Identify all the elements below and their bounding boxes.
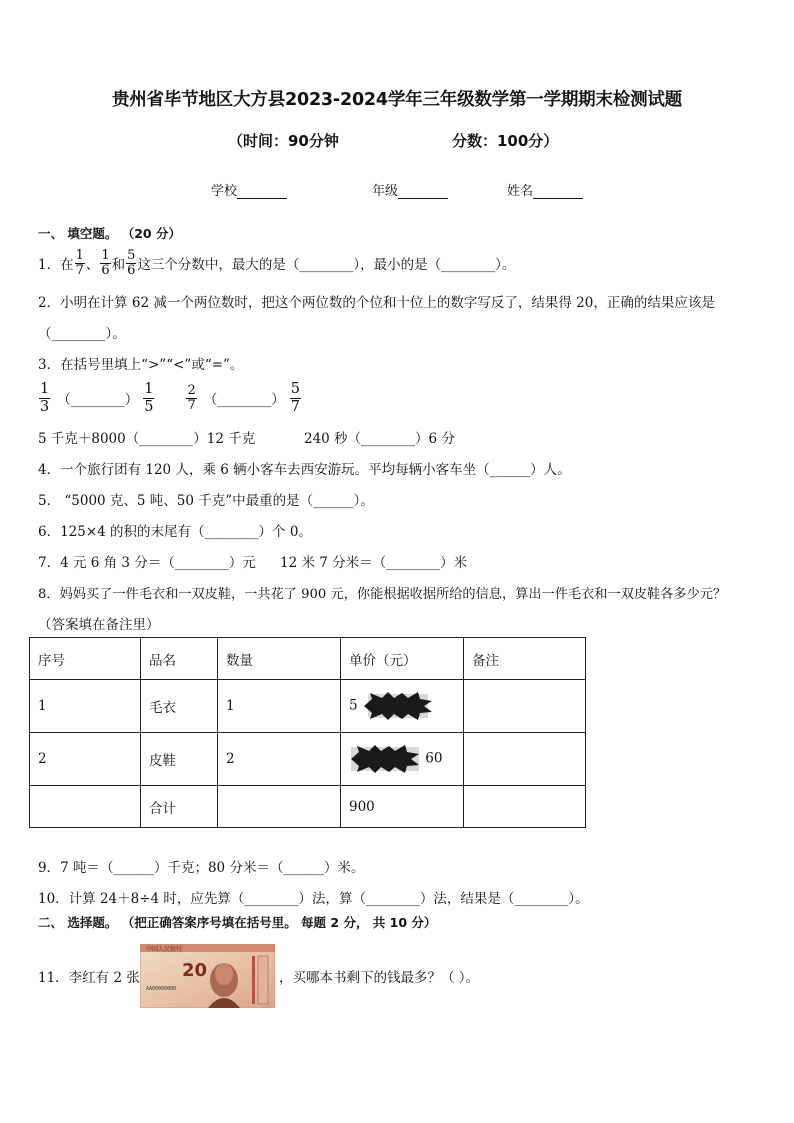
row-2-note[interactable]: [464, 733, 586, 786]
fraction-1-3: $\frac{1}{3}$: [40, 380, 50, 415]
row-3-note[interactable]: [464, 786, 586, 828]
banknote-denomination: 20: [182, 960, 208, 981]
header-qty: 数量: [218, 638, 341, 680]
question-5: 5． “5000 克、5 吨、50 千克”中最重的是（______）。: [38, 493, 374, 509]
ink-blot-icon: [349, 744, 421, 774]
school-blank[interactable]: [237, 184, 287, 199]
name-field[interactable]: [507, 180, 583, 199]
row-1-note[interactable]: [464, 680, 586, 733]
exam-time: （时间：90分钟: [228, 132, 339, 150]
ink-blot-icon: [362, 691, 434, 721]
question-8-line-2: （答案填在备注里）: [38, 617, 160, 633]
fraction-1-6: $\frac{1}{6}$: [101, 247, 110, 278]
row-3-no: [30, 786, 141, 828]
question-7b: 12 米 7 分米＝（________）米: [280, 555, 468, 571]
fraction-5-6: $\frac{5}{6}$: [127, 247, 136, 278]
row-1-price: [341, 680, 464, 733]
banknote-serial: AA00000000: [146, 986, 177, 992]
row-2-price: [341, 733, 464, 786]
question-11-suffix: ，买哪本书剩下的钱最多？（ ）。: [279, 970, 480, 986]
q1-and: 和: [111, 257, 126, 273]
school-field[interactable]: [211, 180, 287, 199]
question-8-line-1: 8．妈妈买了一件毛衣和一双皮鞋，一共花了 900 元，你能根据收据所给的信息，算出一件毛衣和一双皮鞋各多少元？: [38, 587, 727, 602]
exam-score: 分数：100分）: [452, 132, 559, 150]
q1-text: 这三个分数中，最大的是（________），最小的是（________）。: [137, 257, 516, 273]
row-1-no: 1: [30, 680, 141, 733]
question-4: 4．一个旅行团有 120 人，乘 6 辆小客车去西安游玩。平均每辆小客车坐（______）人。: [38, 462, 571, 478]
name-blank[interactable]: [533, 184, 583, 199]
question-1: [38, 243, 515, 283]
table-row: [30, 786, 586, 828]
row-3-item: 合计: [141, 786, 218, 828]
header-note: 备注: [464, 638, 586, 680]
receipt-table: [29, 637, 586, 828]
section-2-heading: 二、 选择题。 （把正确答案序号填在括号里。 每题 2 分， 共 10 分）: [38, 915, 437, 930]
section-1-heading: 一、 填空题。 （20 分）: [38, 226, 181, 241]
grade-label: 年级: [372, 184, 399, 199]
row-1-item: 毛衣: [141, 680, 218, 733]
page-title: 贵州省毕节地区大方县2023-2024学年三年级数学第一学期期末检测试题: [112, 90, 682, 110]
row-3-price: 900: [341, 786, 464, 828]
question-9: 9．7 吨＝（______）千克；80 分米＝（______）米。: [38, 860, 365, 876]
q1-prefix: 1．在: [38, 257, 74, 273]
row-3-qty: [218, 786, 341, 828]
table-row: [30, 680, 586, 733]
row-2-item: 皮鞋: [141, 733, 218, 786]
fraction-1-5: $\frac{1}{5}$: [144, 380, 154, 415]
banknote-header: 中国人民银行: [146, 946, 183, 953]
row-1-qty: 1: [218, 680, 341, 733]
grade-field[interactable]: [372, 180, 448, 199]
fraction-5-7: $\frac{5}{7}$: [290, 380, 300, 415]
name-label: 姓名: [507, 184, 534, 199]
q3-blank-b[interactable]: （________）: [203, 392, 285, 408]
q3-blank-a[interactable]: （________）: [57, 392, 139, 408]
header-no: 序号: [30, 638, 141, 680]
table-row: [30, 733, 586, 786]
header-item: 品名: [141, 638, 218, 680]
row-2-qty: 2: [218, 733, 341, 786]
fraction-2-7: $\frac{2}{7}$: [187, 382, 196, 413]
question-3-line-1: 3．在括号里填上“>”“<”或“=”。: [38, 357, 244, 373]
question-2-line-2: （________）。: [38, 326, 126, 342]
table-header-row: [30, 638, 586, 680]
question-3-row-2a: 5 千克＋8000（________）12 千克: [38, 431, 256, 447]
question-3-fractions: [38, 378, 302, 418]
question-7a: 7．4 元 6 角 3 分＝（________）元: [38, 555, 256, 571]
question-6: 6．125×4 的积的末尾有（________）个 0。: [38, 524, 312, 540]
question-2-line-1: 2．小明在计算 62 减一个两位数时，把这个两位数的个位和十位上的数字写反了，结果得 20，正确的结果应该是: [38, 295, 715, 311]
q1-sep: 、: [85, 257, 100, 273]
banknote-20-yuan-image: [140, 944, 275, 1008]
grade-blank[interactable]: [398, 184, 448, 199]
question-11-prefix: 11．李红有 2 张: [38, 970, 140, 986]
row-2-price-suffix: 60: [425, 750, 443, 767]
row-2-no: 2: [30, 733, 141, 786]
row-1-price-prefix: 5: [349, 697, 358, 714]
question-10: 10．计算 24＋8÷4 时，应先算（________）法，算（________）法，结果是（________）。: [38, 891, 589, 907]
school-label: 学校: [211, 184, 238, 199]
fraction-1-7: $\frac{1}{7}$: [75, 247, 84, 278]
question-3-row-2b: 240 秒（________）6 分: [304, 431, 455, 447]
header-price: 单价（元）: [341, 638, 464, 680]
